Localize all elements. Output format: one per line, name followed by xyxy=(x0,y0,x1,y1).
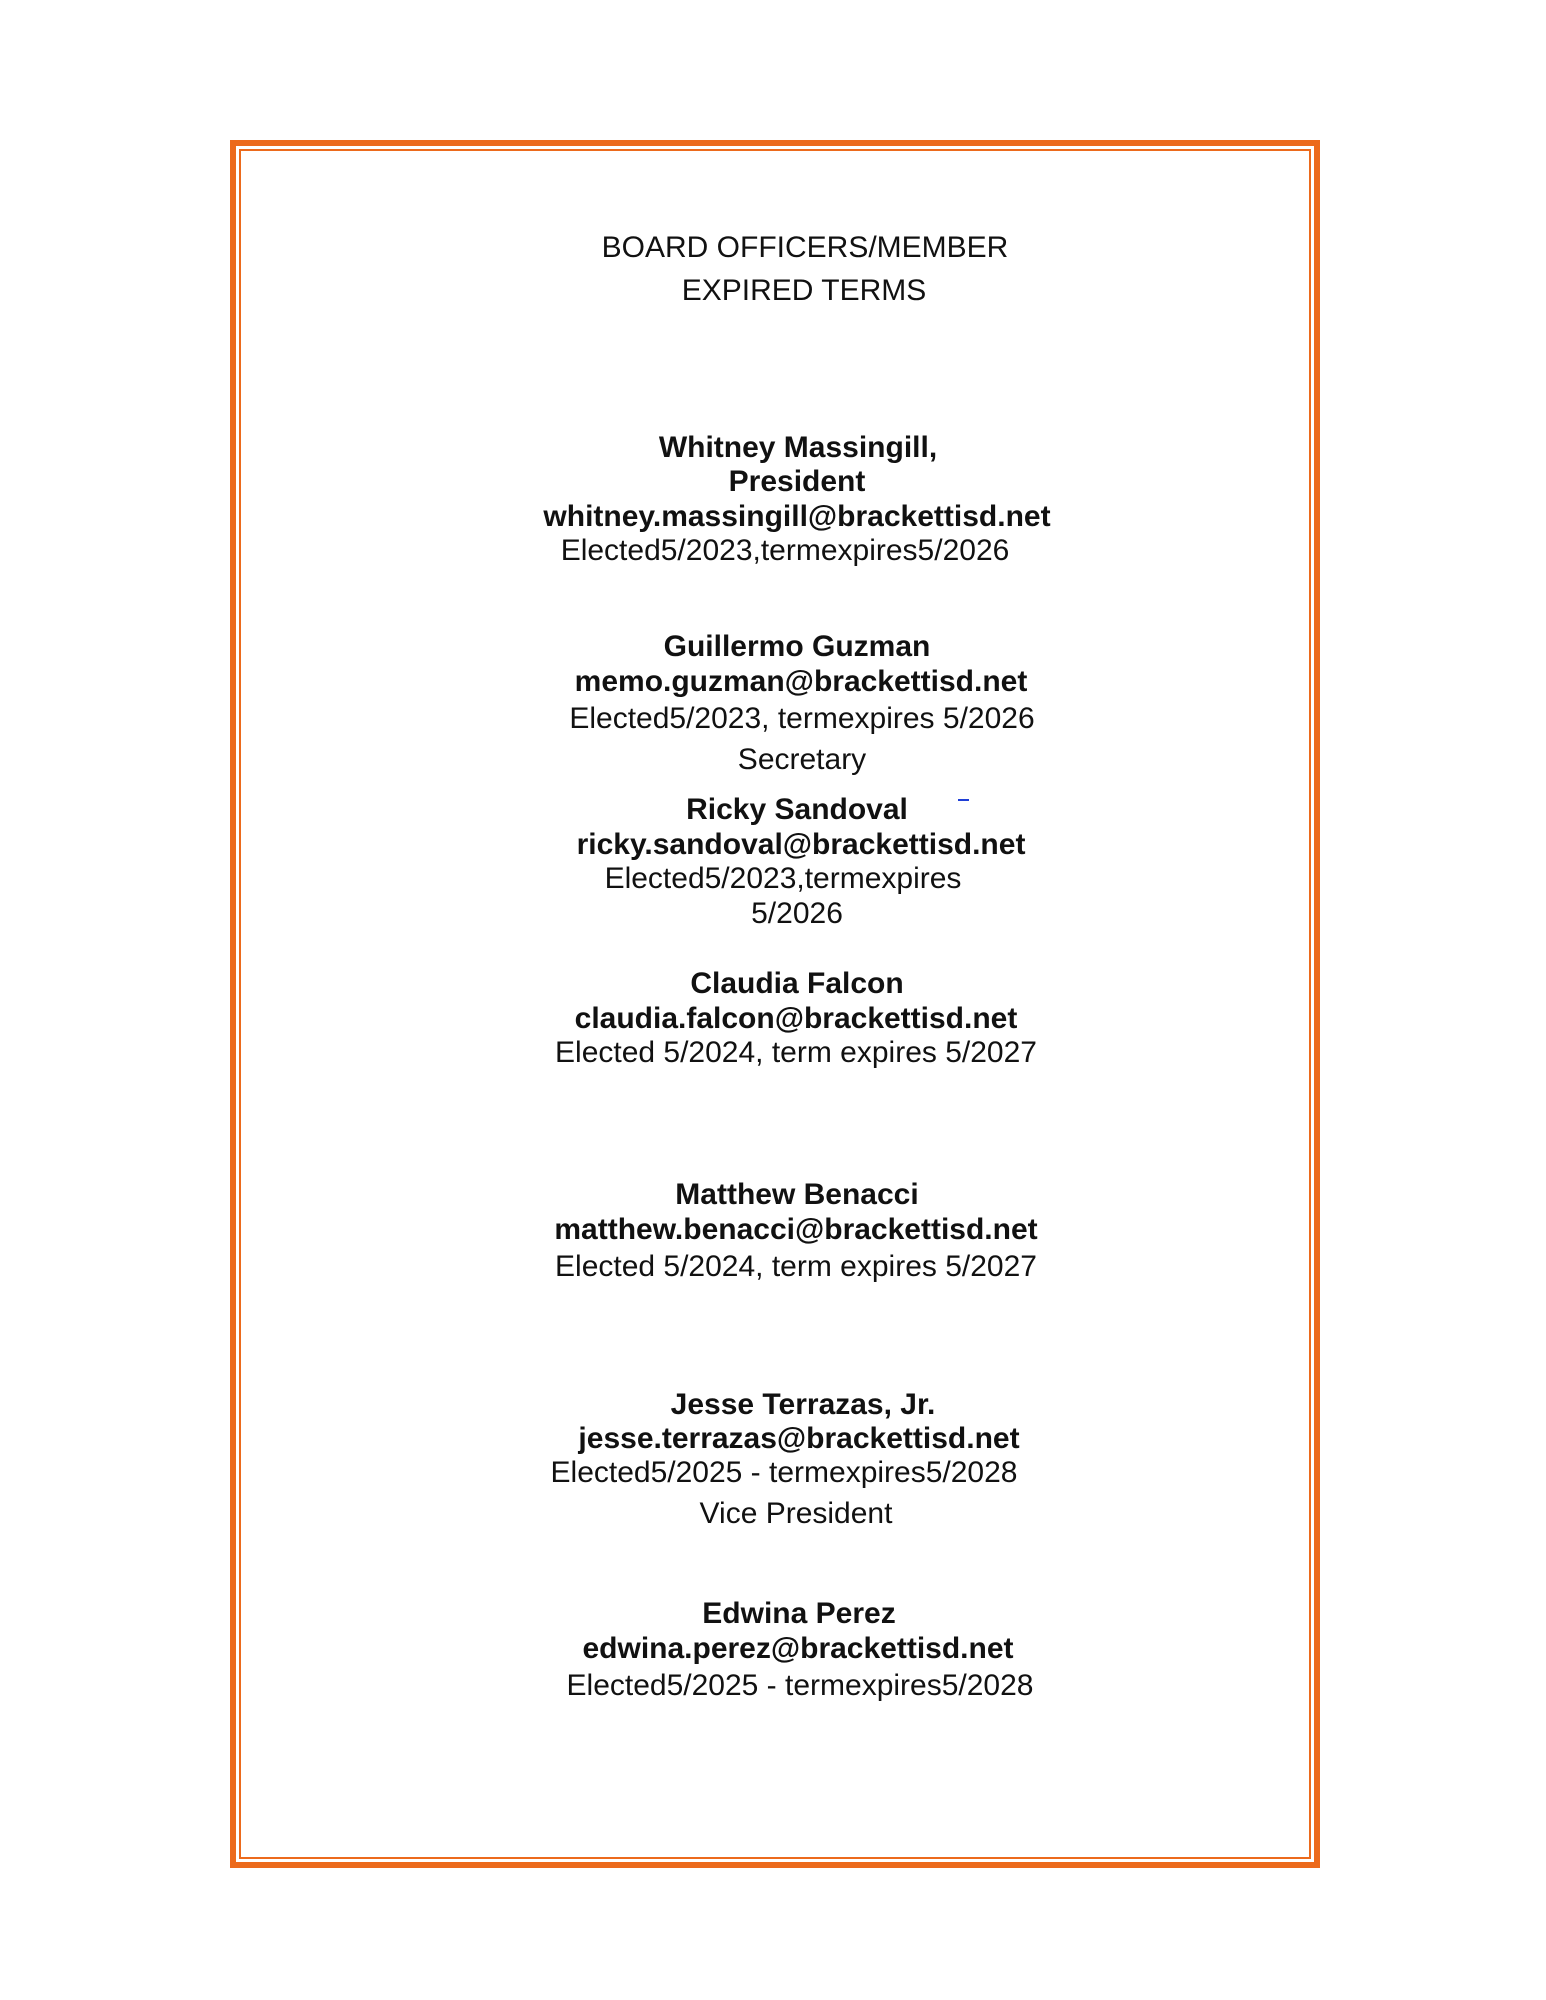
member-term-line2: 5/2026 xyxy=(751,897,843,930)
member-email[interactable]: matthew.benacci@brackettisd.net xyxy=(554,1213,1038,1246)
member-term: Elected5/2025 - termexpires5/2028 xyxy=(566,1669,1034,1702)
member-name: Claudia Falcon xyxy=(690,967,904,1000)
member-email[interactable]: memo.guzman@brackettisd.net xyxy=(574,665,1028,698)
member-term: Elected5/2023,termexpires5/2026 xyxy=(560,534,1010,567)
member-term: Elected 5/2024, term expires 5/2027 xyxy=(555,1250,1037,1283)
link-underline-mark[interactable] xyxy=(958,799,969,801)
member-name: Jesse Terrazas, Jr. xyxy=(670,1388,936,1421)
member-name: Edwina Perez xyxy=(702,1597,896,1630)
member-name: Ricky Sandoval xyxy=(686,793,908,826)
member-email[interactable]: whitney.massingill@brackettisd.net xyxy=(543,500,1051,533)
member-role: Vice President xyxy=(699,1497,893,1530)
member-term: Elected5/2023, termexpires 5/2026 xyxy=(569,702,1035,735)
member-term: Elected 5/2024, term expires 5/2027 xyxy=(555,1036,1037,1069)
member-email[interactable]: ricky.sandoval@brackettisd.net xyxy=(576,828,1026,861)
member-term: Elected5/2025 - termexpires5/2028 xyxy=(550,1456,1018,1489)
document-title-line1: BOARD OFFICERS/MEMBER xyxy=(601,231,1009,264)
member-role: Secretary xyxy=(737,743,867,776)
member-name: Guillermo Guzman xyxy=(663,630,931,663)
member-email[interactable]: claudia.falcon@brackettisd.net xyxy=(574,1002,1018,1035)
member-email[interactable]: edwina.perez@brackettisd.net xyxy=(582,1632,1014,1665)
member-role: President xyxy=(728,465,866,498)
member-email[interactable]: jesse.terrazas@brackettisd.net xyxy=(578,1422,1020,1455)
member-term-line1: Elected5/2023,termexpires xyxy=(604,862,962,895)
member-name: Whitney Massingill, xyxy=(658,431,938,464)
member-name: Matthew Benacci xyxy=(675,1178,919,1211)
document-title-line2: EXPIRED TERMS xyxy=(681,274,927,307)
